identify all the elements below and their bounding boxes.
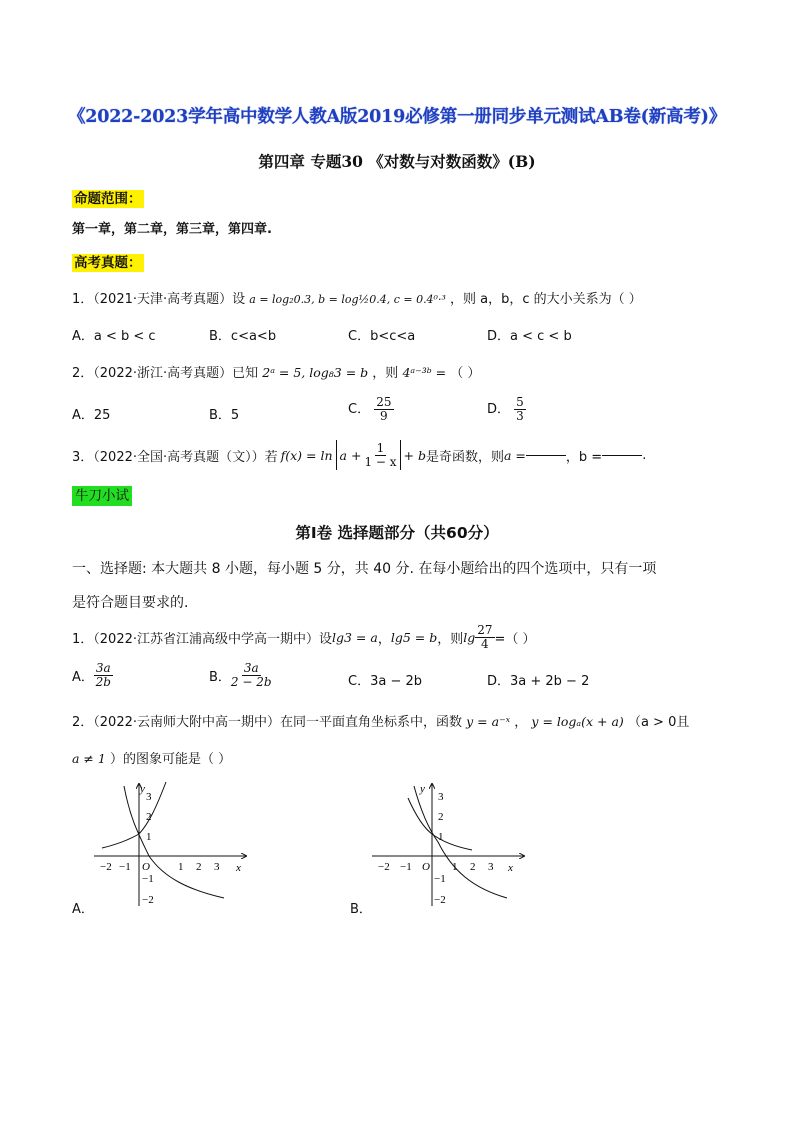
fraction-numerator: 27 [477, 623, 493, 637]
gaokao-q2-paren: （ ） [450, 366, 481, 381]
choice-q2-source: 2．（2022·云南师大附中高一期中）在同一平面直角坐标系中，函数 [72, 715, 462, 730]
choice-q1 [72, 624, 536, 651]
fraction-numerator: 3a [243, 661, 259, 675]
gaokao-q2-option-a: A．25 [72, 408, 111, 423]
gaokao-q2-option-d [487, 396, 526, 423]
gaokao-label: 高考真题： [74, 255, 142, 271]
gaokao-q3-expr-pre: f(x) = ln [280, 447, 333, 463]
choice-q1-tail: ，则 [437, 632, 464, 647]
tick-label-y: 1 [146, 831, 152, 843]
tick-label-y: −1 [142, 873, 154, 885]
tick-label-y: 1 [438, 831, 444, 843]
fraction-denominator: 1 − x [364, 454, 397, 469]
gaokao-q2 [72, 362, 480, 381]
gaokao-q2-source: 2．（2022·浙江·高考真题）已知 [72, 366, 259, 381]
fraction-denominator: 2b [95, 675, 111, 689]
choice-q2-sep: ， [514, 715, 528, 730]
choice-q2-line2-tail: ）的图象可能是（ ） [109, 752, 232, 767]
choice-q1-lg: lg [463, 630, 476, 645]
tick-label-x: 2 [196, 861, 202, 873]
gaokao-q1 [72, 288, 642, 307]
tick-label-x: 1 [452, 861, 458, 873]
exponential-curve [102, 782, 166, 848]
graph-option-b [372, 778, 532, 908]
gaokao-q2-expr2: 4ᵃ⁻³ᵇ = [402, 365, 447, 380]
graph-option-a-label: A． [72, 902, 94, 917]
graph-option-b-label: B． [350, 902, 372, 917]
gaokao-q2-option-b: B．5 [209, 408, 240, 423]
tick-label-y: −2 [142, 894, 154, 906]
tick-label-x: −1 [400, 861, 412, 873]
fraction-denominator: 3 [516, 409, 524, 423]
x-axis-label: x [508, 862, 513, 874]
practice-label-wrap [72, 484, 132, 504]
tick-label-x: −1 [119, 861, 131, 873]
option-c-label: C． [348, 402, 371, 417]
gaokao-q3-tail: 是奇函数，则 [425, 449, 504, 465]
document-title: 《2022-2023学年高中数学人教A版2019必修第一册同步单元测试AB卷(新高考)》 [67, 107, 727, 127]
option-d-label: D． [487, 402, 511, 417]
tick-label-x: −2 [100, 861, 112, 873]
y-axis-label: y [140, 783, 145, 795]
tick-label-y: 3 [438, 791, 444, 803]
gaokao-q1-tail: ，则 a，b，c 的大小关系为（ ） [450, 292, 642, 307]
choice-q2-line-1 [72, 711, 689, 730]
log-curve [414, 786, 507, 898]
choice-q1-expr1: lg3 = a [332, 630, 378, 645]
tick-label-y: −1 [434, 873, 446, 885]
gaokao-q2-tail: ，则 [372, 366, 399, 381]
choice-q2-expr2: y = logₐ(x + a) [531, 714, 624, 729]
practice-label: 牛刀小试 [72, 486, 132, 506]
option-a-label: A． [72, 670, 94, 685]
gaokao-q3-b-label: ，b = [565, 449, 603, 465]
scope-label-wrap [72, 187, 144, 207]
choice-q1-fraction [475, 624, 494, 651]
section-title: 第Ⅰ卷 选择题部分（共60分） [295, 524, 499, 542]
absolute-value [336, 440, 401, 470]
gaokao-q3-a-label: a = [504, 447, 526, 463]
fraction-denominator: 9 [380, 409, 388, 423]
tick-label-y: 2 [438, 811, 444, 823]
gaokao-q3-end: . [642, 447, 647, 463]
gaokao-q3-expr-post: + b [403, 447, 426, 463]
choice-q1-expr2: lg5 = b [390, 630, 438, 645]
choice-q1-option-c: C．3a − 2b [348, 674, 422, 689]
gaokao-q1-option-d: D．a < c < b [487, 329, 572, 344]
option-b-label: B． [209, 670, 231, 685]
gaokao-q3-source: 3．（2022·全国·高考真题（文））若 [72, 449, 278, 465]
choice-q2-line-2 [72, 748, 231, 767]
origin-label: O [142, 861, 150, 873]
instructions-line-1: 一、选择题: 本大题共 8 小题，每小题 5 分，共 40 分. 在每小题给出的四个选项中，只有一项 [72, 561, 657, 577]
option-b-fraction [231, 662, 272, 689]
option-d-fraction [514, 396, 526, 423]
choice-q1-option-d: D．3a + 2b − 2 [487, 674, 590, 689]
choice-q2-cond: （a > 0且 [627, 715, 690, 730]
fraction-numerator: 5 [516, 395, 524, 409]
fraction-denominator: 4 [481, 637, 489, 651]
abs-fraction [364, 442, 396, 469]
gaokao-q3 [72, 440, 646, 470]
answer-blank-b[interactable] [602, 455, 642, 456]
gaokao-label-wrap [72, 251, 144, 271]
answer-blank-a[interactable] [526, 455, 566, 456]
x-axis-label: x [236, 862, 241, 874]
instructions-line-2: 是符合题目要求的. [72, 595, 189, 611]
gaokao-q1-option-a: A．a < b < c [72, 329, 156, 344]
fraction-numerator: 25 [376, 395, 392, 409]
gaokao-q1-option-b: B．c<a<b [209, 329, 277, 344]
option-c-fraction [374, 396, 393, 423]
fraction-denominator: 2 − 2b [230, 675, 272, 689]
choice-q1-source: 1．（2022·江苏省江浦高级中学高一期中）设 [72, 632, 332, 647]
gaokao-q1-source: 1．（2021·天津·高考真题）设 [72, 292, 246, 307]
y-axis-label: y [420, 783, 425, 795]
choice-q2-line2-expr: a ≠ 1 [72, 751, 106, 766]
choice-q1-option-a [72, 662, 113, 689]
choice-q2-expr1: y = a⁻ˣ [466, 714, 511, 729]
tick-label-y: 2 [146, 811, 152, 823]
chapter-subtitle: 第四章 专题30 《对数与对数函数》(B) [258, 152, 536, 171]
scope-label: 命题范围： [74, 191, 142, 207]
origin-label: O [422, 861, 430, 873]
tick-label-x: 2 [470, 861, 476, 873]
choice-q1-sep: ， [377, 632, 391, 647]
graph-option-a [94, 778, 254, 908]
gaokao-q2-option-c [348, 396, 394, 423]
tick-label-x: 3 [488, 861, 494, 873]
tick-label-y: −2 [434, 894, 446, 906]
scope-text: 第一章，第二章，第三章，第四章. [72, 222, 272, 237]
fraction-numerator: 3a [95, 661, 111, 675]
fraction-numerator: 1 [376, 440, 385, 455]
choice-q1-eq: =（ ） [494, 632, 536, 647]
gaokao-q2-expr: 2ᵃ = 5, log₈3 = b [262, 365, 369, 380]
tick-label-x: −2 [378, 861, 390, 873]
abs-expr: a + [339, 447, 362, 463]
tick-label-y: 3 [146, 791, 152, 803]
choice-q1-option-b [209, 662, 272, 689]
gaokao-q1-option-c: C．b<c<a [348, 329, 416, 344]
tick-label-x: 1 [178, 861, 184, 873]
option-a-fraction [94, 662, 113, 689]
gaokao-q1-expr: a = log₂0.3, b = log½0.4, c = 0.4⁰·³ [249, 293, 446, 306]
tick-label-x: 3 [214, 861, 220, 873]
